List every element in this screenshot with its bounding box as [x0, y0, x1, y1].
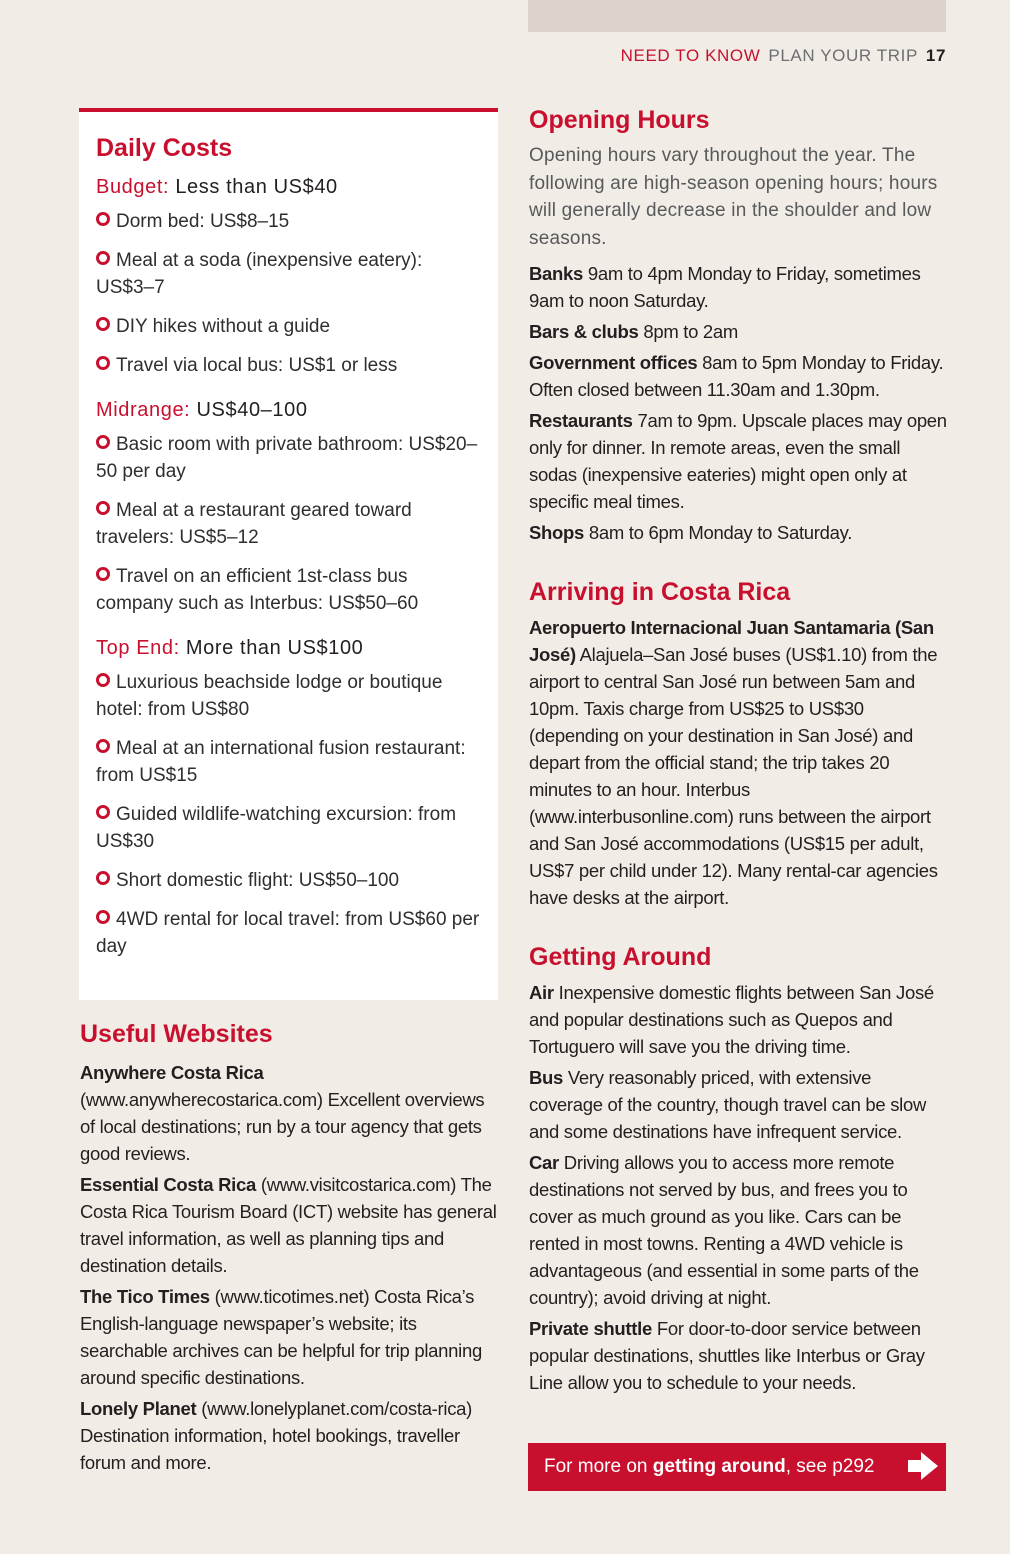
getting-around-title: Getting Around	[529, 943, 712, 971]
entry-name: Air	[529, 982, 554, 1003]
top-decor-bar	[528, 0, 946, 32]
list-item: Luxurious beachside lodge or boutique hotel: from US$80	[96, 672, 443, 720]
hours-entry: Restaurants 7am to 9pm. Upscale places may open only for dinner. In remote areas, even the small sodas (inexpensive eateries) might open only at specific meal times.	[529, 410, 947, 512]
bullet-icon	[96, 356, 110, 370]
running-header	[621, 46, 946, 66]
page-number: 17	[925, 46, 946, 65]
list-item: Guided wildlife-watching excursion: from US$30	[96, 804, 457, 852]
entry-name: Bus	[529, 1067, 564, 1088]
tier-value: US$40–100	[196, 399, 308, 421]
list-item: Meal at a restaurant geared toward travelers: US$5–12	[96, 500, 412, 548]
list-item: Meal at an international fusion restaurant: from US$15	[96, 738, 466, 786]
right-column	[529, 104, 947, 1400]
bullet-icon	[96, 435, 110, 449]
website-entry: Anywhere Costa Rica (www.anywherecostarica.com) Excellent overviews of local destinations; run by a tour agency that gets good reviews.	[80, 1062, 485, 1164]
tier-value: Less than US$40	[175, 176, 338, 198]
tier-value: More than US$100	[185, 637, 364, 659]
entry-name: The Tico Times	[80, 1286, 210, 1307]
arriving-title: Arriving in Costa Rica	[529, 578, 791, 606]
entry-name: Aeropuerto Internacional Juan Santamaria (San José)	[529, 617, 934, 665]
website-entry: Lonely Planet (www.lonelyplanet.com/costa-rica) Destination information, hotel bookings, traveller forum and more.	[80, 1398, 473, 1473]
hours-entry: Shops 8am to 6pm Monday to Saturday.	[529, 522, 853, 543]
transport-entry: Private shuttle For door-to-door service between popular destinations, shuttles like Interbus or Gray Line allow you to schedule to your needs.	[529, 1318, 925, 1393]
entry-name: Government offices	[529, 352, 698, 373]
transport-entry: Bus Very reasonably priced, with extensive coverage of the country, though travel can be slow and some destinations have infrequent service.	[529, 1067, 927, 1142]
budget-list	[96, 208, 482, 379]
list-item: DIY hikes without a guide	[96, 313, 482, 340]
website-entry: Essential Costa Rica (www.visitcostarica.com) The Costa Rica Tourism Board (ICT) website has general travel information, as well as planning tips and destination details.	[80, 1174, 497, 1276]
bullet-icon	[96, 739, 110, 753]
xref-topic: getting around	[652, 1456, 786, 1477]
section-label: NEED TO KNOW	[620, 46, 761, 65]
transport-entry: Car Driving allows you to access more remote destinations not served by bus, and frees you to cover as much ground as you like. Cars can be rented in most towns. Renting a 4WD vehicle is advantageous (and essential in some parts of the country); avoid driving at night.	[529, 1152, 919, 1308]
daily-costs-box	[79, 108, 498, 1000]
bullet-icon	[96, 805, 110, 819]
entry-name: Anywhere Costa Rica	[80, 1062, 264, 1083]
daily-costs-title: Daily Costs	[96, 134, 233, 162]
list-item: 4WD rental for local travel: from US$60 per day	[96, 909, 480, 957]
xref-suffix: , see p292	[785, 1456, 875, 1477]
arrow-right-icon	[906, 1449, 940, 1483]
bullet-icon	[96, 567, 110, 581]
entry-name: Bars & clubs	[529, 321, 639, 342]
bullet-icon	[96, 212, 110, 226]
hours-entry: Government offices 8am to 5pm Monday to Friday. Often closed between 11.30am and 1.30pm.	[529, 352, 944, 400]
list-item: Dorm bed: US$8–15	[96, 208, 482, 235]
list-item: Basic room with private bathroom: US$20–50 per day	[96, 434, 478, 482]
bullet-icon	[96, 673, 110, 687]
chapter-label: PLAN YOUR TRIP	[768, 46, 918, 65]
tier-label: Midrange:	[96, 399, 191, 421]
tier-top-end	[96, 635, 482, 661]
bullet-icon	[96, 317, 110, 331]
entry-name: Lonely Planet	[80, 1398, 197, 1419]
entry-name: Shops	[529, 522, 585, 543]
midrange-list	[96, 431, 482, 617]
list-item: Travel via local bus: US$1 or less	[96, 352, 482, 379]
top-end-list	[96, 669, 482, 960]
hours-entry: Bars & clubs 8pm to 2am	[529, 321, 739, 342]
hours-entry: Banks 9am to 4pm Monday to Friday, sometimes 9am to noon Saturday.	[529, 263, 921, 311]
bullet-icon	[96, 251, 110, 265]
arriving-entry: Aeropuerto Internacional Juan Santamaria (San José) Alajuela–San José buses (US$1.10) from the airport to central San José run between 5am and 10pm. Taxis charge from US$25 to US$30 (depending on your destination in San José) and depart from the official stand; the trip takes 20 minutes to an hour. Interbus (www.interbusonline.com) runs between the airport and San José accommodations (US$15 per adult, US$7 per child under 12). Many rental-car agencies have desks at the airport.	[529, 617, 938, 908]
cross-reference-link[interactable]	[528, 1443, 946, 1491]
tier-budget	[96, 174, 482, 200]
entry-name: Essential Costa Rica	[80, 1174, 256, 1195]
list-item: Short domestic flight: US$50–100	[96, 867, 482, 894]
transport-entry: Air Inexpensive domestic flights between San José and popular destinations such as Quepos and Tortuguero will save you the driving time.	[529, 982, 934, 1057]
entry-name: Banks	[529, 263, 584, 284]
bullet-icon	[96, 501, 110, 515]
tier-label: Top End:	[96, 637, 180, 659]
useful-websites-section	[80, 1018, 500, 1480]
tier-label: Budget:	[96, 176, 170, 198]
tier-midrange	[96, 397, 482, 423]
xref-prefix: For more on	[544, 1456, 648, 1477]
list-item: Meal at a soda (inexpensive eatery): US$3–7	[96, 250, 423, 298]
list-item: Travel on an efficient 1st-class bus company such as Interbus: US$50–60	[96, 566, 419, 614]
entry-name: Car	[529, 1152, 559, 1173]
useful-websites-title: Useful Websites	[80, 1020, 273, 1048]
bullet-icon	[96, 910, 110, 924]
website-entry: The Tico Times (www.ticotimes.net) Costa Rica’s English-language newspaper’s website; its searchable archives can be helpful for trip planning around specific destinations.	[80, 1286, 482, 1388]
entry-name: Private shuttle	[529, 1318, 652, 1339]
bullet-icon	[96, 871, 110, 885]
opening-hours-title: Opening Hours	[529, 106, 710, 134]
opening-hours-intro: Opening hours vary throughout the year. The following are high-season opening hours; hours will generally decrease in the shoulder and low seasons.	[529, 145, 938, 249]
entry-name: Restaurants	[529, 410, 633, 431]
